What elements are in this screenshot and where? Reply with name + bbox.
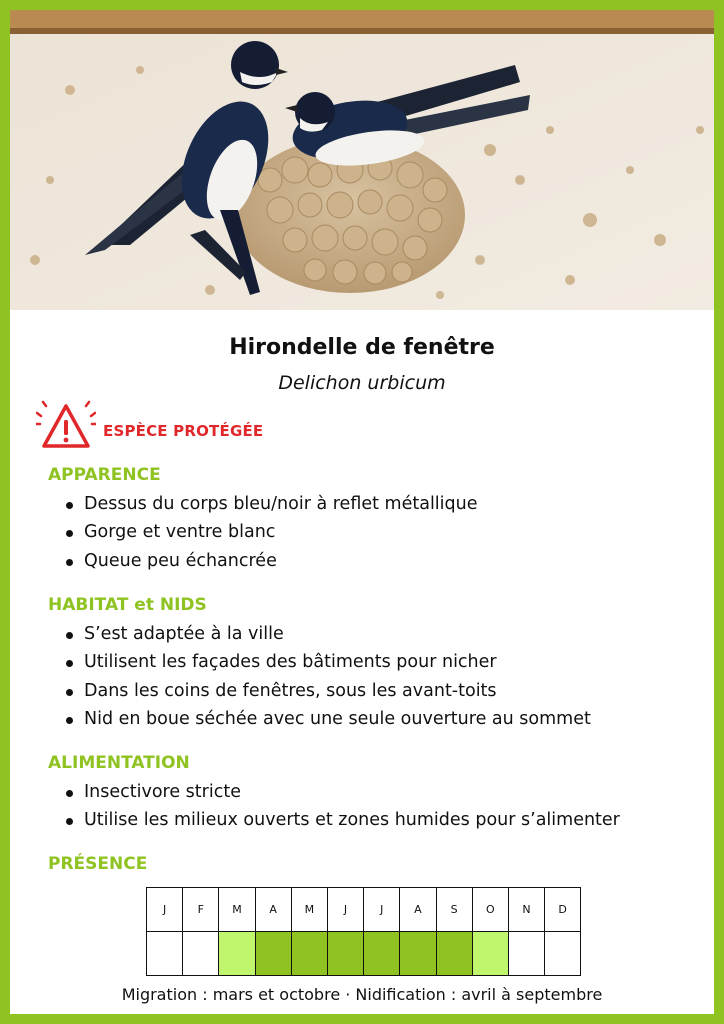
- apparence-list: [64, 490, 478, 575]
- presence-calendar: [146, 887, 581, 976]
- warning-triangle-icon: [36, 398, 96, 458]
- month-label: M: [219, 888, 255, 932]
- habitat-list: [64, 620, 591, 734]
- species-name: Hirondelle de fenêtre: [229, 335, 495, 360]
- presence-cell: [364, 932, 400, 976]
- month-label: O: [472, 888, 508, 932]
- section-title-habitat: HABITAT et NIDS: [48, 595, 207, 615]
- calendar-legend: Migration : mars et octobre · Nidification : avril à septembre: [121, 985, 603, 1004]
- presence-cell: [327, 932, 363, 976]
- list-item: Nid en boue séchée avec une seule ouverture au sommet: [64, 705, 591, 733]
- month-label: F: [183, 888, 219, 932]
- presence-cell: [436, 932, 472, 976]
- section-title-alimentation: ALIMENTATION: [48, 753, 190, 773]
- scientific-name: Delichon urbicum: [278, 372, 446, 394]
- swallows-nest-photo: [10, 10, 714, 310]
- list-item: Dessus du corps bleu/noir à reflet métallique: [64, 490, 478, 518]
- presence-cell: [472, 932, 508, 976]
- month-label: J: [364, 888, 400, 932]
- alimentation-list: [64, 778, 620, 835]
- month-label: S: [436, 888, 472, 932]
- presence-cell: [255, 932, 291, 976]
- section-title-apparence: APPARENCE: [48, 465, 161, 485]
- list-item: Utilise les milieux ouverts et zones humides pour s’alimenter: [64, 806, 620, 834]
- list-item: Queue peu échancrée: [64, 547, 478, 575]
- protected-species-label: ESPÈCE PROTÉGÉE: [103, 422, 264, 440]
- list-item: Insectivore stricte: [64, 778, 620, 806]
- month-label: D: [545, 888, 581, 932]
- month-label: J: [147, 888, 183, 932]
- presence-cell: [147, 932, 183, 976]
- presence-cell: [400, 932, 436, 976]
- month-label: M: [291, 888, 327, 932]
- month-label: A: [255, 888, 291, 932]
- month-label: J: [327, 888, 363, 932]
- presence-cell: [545, 932, 581, 976]
- list-item: Utilisent les façades des bâtiments pour nicher: [64, 648, 591, 676]
- list-item: Gorge et ventre blanc: [64, 518, 478, 546]
- presence-cell: [508, 932, 544, 976]
- list-item: S’est adaptée à la ville: [64, 620, 591, 648]
- section-title-presence: PRÉSENCE: [48, 854, 148, 874]
- list-item: Dans les coins de fenêtres, sous les avant-toits: [64, 677, 591, 705]
- presence-cell: [219, 932, 255, 976]
- month-label: A: [400, 888, 436, 932]
- month-label: N: [508, 888, 544, 932]
- presence-cell: [291, 932, 327, 976]
- presence-cell: [183, 932, 219, 976]
